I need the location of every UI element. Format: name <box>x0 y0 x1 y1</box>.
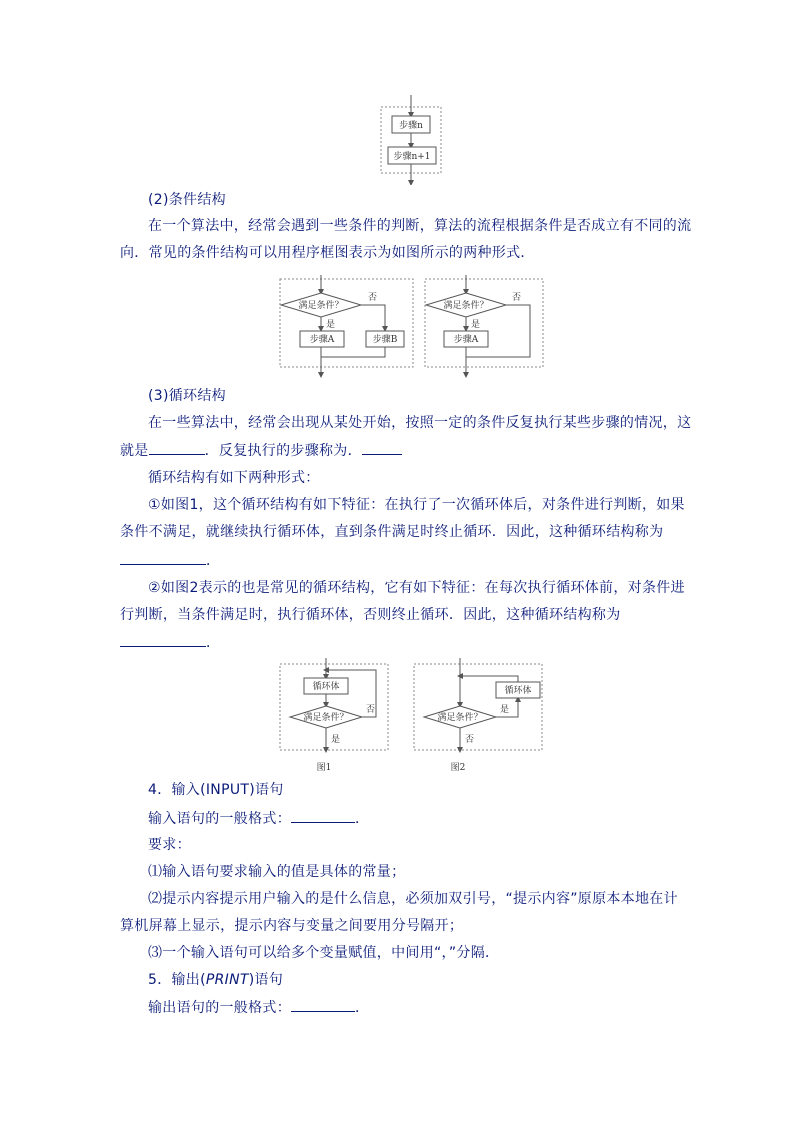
loop1-diamond-label: 满足条件？ <box>303 713 349 723</box>
loop-item2-l3 <box>120 632 220 653</box>
cond2-yes-label: 是 <box>471 320 481 330</box>
loop-heading: (3)循环结构 <box>148 388 226 404</box>
input-r1: ⑴输入语句要求输入的值是具体的常量； <box>148 864 406 880</box>
cond1-yes-label: 是 <box>326 320 336 330</box>
input-r2-l1: ⑵提示内容提示用户输入的是什么信息，必须加双引号，“提示内容”原原本本地在计 <box>148 891 678 907</box>
loop2-no-label: 否 <box>465 735 475 745</box>
loop-item1-period: ． <box>206 553 221 569</box>
input-req: 要求： <box>148 837 191 853</box>
input-r3: ⑶一个输入语句可以给多个变量赋值，中间用“，”分隔． <box>148 945 500 961</box>
loop-item1-l1: ①如图1，这个循环结构有如下特征：在执行了一次循环体后，对条件进行判断，如果 <box>148 497 685 513</box>
loop1-no-label: 否 <box>366 705 376 715</box>
output-format-period: ． <box>355 1000 370 1016</box>
output-format-label: 输出语句的一般格式： <box>148 1000 291 1016</box>
sequence-flowchart <box>378 95 444 185</box>
seq-step-n1-label: 步骤n+1 <box>393 152 431 162</box>
output-heading <box>148 970 283 990</box>
loop2-body-label: 循环体 <box>504 686 532 696</box>
cond2-diamond-label: 满足条件？ <box>443 301 489 311</box>
output-heading-end: )语句 <box>248 972 284 988</box>
loop2-caption: 图2 <box>450 763 466 773</box>
loop-blank-2 <box>362 440 402 455</box>
loop2-yes-label: 是 <box>500 705 510 715</box>
output-format <box>148 997 369 1018</box>
input-format-blank <box>291 808 355 823</box>
cond-heading: (2)条件结构 <box>148 192 226 208</box>
input-format-period: ． <box>355 811 370 827</box>
loop-blank-1 <box>149 440 205 455</box>
output-heading-print: PRINT <box>205 972 249 988</box>
loop1-yes-label: 是 <box>331 735 341 745</box>
loop-item1-l3 <box>120 550 220 571</box>
cond-para-l2: 向．常见的条件结构可以用程序框图表示为如图所示的两种形式． <box>120 245 535 261</box>
loop-item1-l2: 条件不满足，就继续执行循环体，直到条件满足时终止循环．因此，这种循环结构称为 <box>120 524 664 540</box>
loop-para-l1: 在一些算法中，经常会出现从某处开始，按照一定的条件反复执行某些步骤的情况，这 <box>148 415 692 431</box>
loop-item2-period: ． <box>206 635 221 651</box>
loop-para-l2 <box>120 440 402 461</box>
loop1-caption: 图1 <box>316 763 332 773</box>
input-format-label: 输入语句的一般格式： <box>148 811 291 827</box>
seq-step-n-label: 步骤n <box>399 121 423 131</box>
cond1-stepB-label: 步骤B <box>372 335 398 345</box>
cond1-stepA-label: 步骤A <box>309 335 335 345</box>
cond1-diamond-label: 满足条件？ <box>298 301 344 311</box>
loop2-diamond-label: 满足条件？ <box>437 713 483 723</box>
loop-flowcharts <box>278 658 546 776</box>
loop-forms: 循环结构有如下两种形式： <box>148 470 320 486</box>
cond1-no-label: 否 <box>368 293 378 303</box>
input-heading: 4．输入(INPUT)语句 <box>148 782 284 798</box>
output-heading-start: 5．输出( <box>148 972 206 988</box>
loop1-body-label: 循环体 <box>312 682 340 692</box>
cond2-stepA-label: 步骤A <box>453 335 479 345</box>
cond2-no-label: 否 <box>512 293 522 303</box>
input-r2-l2: 算机屏幕上显示，提示内容与变量之间要用分号隔开； <box>120 918 464 934</box>
loop-blank-3 <box>120 550 206 565</box>
loop-item2-l1: ②如图2表示的也是常见的循环结构，它有如下特征：在每次执行循环体前，对条件进 <box>148 580 685 596</box>
loop-para-l2-end: ．反复执行的步骤称为． <box>204 443 362 459</box>
loop-para-l2-start: 就是 <box>120 443 149 459</box>
input-format <box>148 808 369 829</box>
output-format-blank <box>291 997 355 1012</box>
conditional-flowcharts <box>278 275 546 379</box>
loop-item2-l2: 行判断，当条件满足时，执行循环体，否则终止循环．因此，这种循环结构称为 <box>120 607 621 623</box>
cond-para-l1: 在一个算法中，经常会遇到一些条件的判断，算法的流程根据条件是否成立有不同的流 <box>148 218 692 234</box>
loop-blank-4 <box>120 632 206 647</box>
